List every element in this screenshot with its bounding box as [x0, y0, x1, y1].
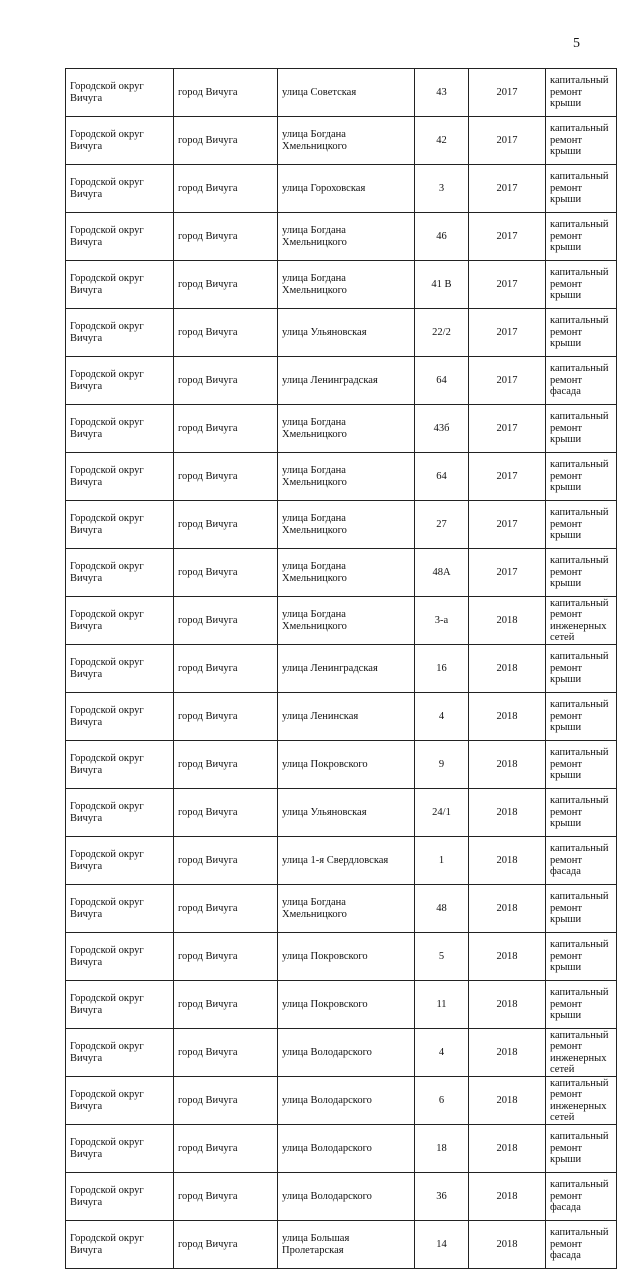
- city-cell: город Вичуга: [174, 1029, 278, 1077]
- house-number-cell: 36: [415, 1173, 469, 1221]
- city-cell: город Вичуга: [174, 741, 278, 789]
- work-type-cell: капитальный ремонт крыши: [546, 165, 617, 213]
- year-cell: 2017: [469, 501, 546, 549]
- street-cell: улица Ульяновская: [278, 789, 415, 837]
- table-row: [66, 1077, 617, 1125]
- work-type-cell: капитальный ремонт крыши: [546, 405, 617, 453]
- house-number-cell: 27: [415, 501, 469, 549]
- city-cell: город Вичуга: [174, 645, 278, 693]
- city-cell: город Вичуга: [174, 405, 278, 453]
- city-cell: город Вичуга: [174, 933, 278, 981]
- street-cell: улица Ленинская: [278, 693, 415, 741]
- street-cell: улица Ленинградская: [278, 357, 415, 405]
- street-cell: улица Богдана Хмельницкого: [278, 549, 415, 597]
- district-cell: Городской округ Вичуга: [66, 357, 174, 405]
- house-number-cell: 42: [415, 117, 469, 165]
- street-cell: улица Володарского: [278, 1029, 415, 1077]
- work-type-cell: капитальный ремонт крыши: [546, 549, 617, 597]
- house-number-cell: 41 В: [415, 261, 469, 309]
- work-type-cell: капитальный ремонт крыши: [546, 789, 617, 837]
- work-type-cell: капитальный ремонт крыши: [546, 213, 617, 261]
- street-cell: улица Гороховская: [278, 165, 415, 213]
- street-cell: улица Богдана Хмельницкого: [278, 453, 415, 501]
- street-cell: улица Покровского: [278, 741, 415, 789]
- district-cell: Городской округ Вичуга: [66, 645, 174, 693]
- work-type-cell: капитальный ремонт фасада: [546, 837, 617, 885]
- house-number-cell: 14: [415, 1221, 469, 1269]
- street-cell: улица Володарского: [278, 1173, 415, 1221]
- house-number-cell: 22/2: [415, 309, 469, 357]
- year-cell: 2017: [469, 117, 546, 165]
- year-cell: 2018: [469, 885, 546, 933]
- city-cell: город Вичуга: [174, 549, 278, 597]
- table-row: [66, 357, 617, 405]
- house-number-cell: 18: [415, 1125, 469, 1173]
- city-cell: город Вичуга: [174, 69, 278, 117]
- street-cell: улица 1-я Свердловская: [278, 837, 415, 885]
- street-cell: улица Богдана Хмельницкого: [278, 597, 415, 645]
- district-cell: Городской округ Вичуга: [66, 741, 174, 789]
- house-number-cell: 11: [415, 981, 469, 1029]
- table-row: [66, 789, 617, 837]
- year-cell: 2017: [469, 261, 546, 309]
- house-number-cell: 46: [415, 213, 469, 261]
- house-number-cell: 24/1: [415, 789, 469, 837]
- street-cell: улица Советская: [278, 69, 415, 117]
- house-number-cell: 1: [415, 837, 469, 885]
- work-type-cell: капитальный ремонт крыши: [546, 501, 617, 549]
- work-type-cell: капитальный ремонт инженерных сетей: [546, 597, 617, 645]
- year-cell: 2018: [469, 693, 546, 741]
- house-number-cell: 4: [415, 1029, 469, 1077]
- table-row: [66, 117, 617, 165]
- work-type-cell: капитальный ремонт крыши: [546, 309, 617, 357]
- district-cell: Городской округ Вичуга: [66, 405, 174, 453]
- year-cell: 2018: [469, 837, 546, 885]
- year-cell: 2018: [469, 1125, 546, 1173]
- year-cell: 2017: [469, 405, 546, 453]
- year-cell: 2018: [469, 741, 546, 789]
- year-cell: 2017: [469, 357, 546, 405]
- house-number-cell: 6: [415, 1077, 469, 1125]
- district-cell: Городской округ Вичуга: [66, 1221, 174, 1269]
- year-cell: 2018: [469, 597, 546, 645]
- district-cell: Городской округ Вичуга: [66, 501, 174, 549]
- house-number-cell: 5: [415, 933, 469, 981]
- house-number-cell: 43: [415, 69, 469, 117]
- district-cell: Городской округ Вичуга: [66, 117, 174, 165]
- table-row: [66, 1125, 617, 1173]
- street-cell: улица Покровского: [278, 981, 415, 1029]
- district-cell: Городской округ Вичуга: [66, 549, 174, 597]
- table-body: [66, 69, 617, 1269]
- house-number-cell: 3: [415, 165, 469, 213]
- work-type-cell: капитальный ремонт крыши: [546, 1125, 617, 1173]
- year-cell: 2018: [469, 1173, 546, 1221]
- city-cell: город Вичуга: [174, 453, 278, 501]
- city-cell: город Вичуга: [174, 213, 278, 261]
- district-cell: Городской округ Вичуга: [66, 309, 174, 357]
- house-number-cell: 64: [415, 357, 469, 405]
- table-row: [66, 501, 617, 549]
- district-cell: Городской округ Вичуга: [66, 213, 174, 261]
- work-type-cell: капитальный ремонт крыши: [546, 933, 617, 981]
- table-row: [66, 741, 617, 789]
- street-cell: улица Богдана Хмельницкого: [278, 405, 415, 453]
- city-cell: город Вичуга: [174, 789, 278, 837]
- year-cell: 2018: [469, 933, 546, 981]
- table-row: [66, 453, 617, 501]
- house-number-cell: 48: [415, 885, 469, 933]
- street-cell: улица Ленинградская: [278, 645, 415, 693]
- city-cell: город Вичуга: [174, 693, 278, 741]
- table-row: [66, 213, 617, 261]
- year-cell: 2018: [469, 645, 546, 693]
- house-number-cell: 64: [415, 453, 469, 501]
- city-cell: город Вичуга: [174, 1077, 278, 1125]
- table-row: [66, 693, 617, 741]
- street-cell: улица Богдана Хмельницкого: [278, 885, 415, 933]
- district-cell: Городской округ Вичуга: [66, 69, 174, 117]
- table-row: [66, 309, 617, 357]
- house-number-cell: 4: [415, 693, 469, 741]
- street-cell: улица Богдана Хмельницкого: [278, 501, 415, 549]
- work-type-cell: капитальный ремонт фасада: [546, 1221, 617, 1269]
- house-number-cell: 48А: [415, 549, 469, 597]
- page-number: 5: [573, 36, 580, 51]
- work-type-cell: капитальный ремонт крыши: [546, 741, 617, 789]
- district-cell: Городской округ Вичуга: [66, 1125, 174, 1173]
- city-cell: город Вичуга: [174, 357, 278, 405]
- work-type-cell: капитальный ремонт крыши: [546, 261, 617, 309]
- district-cell: Городской округ Вичуга: [66, 1077, 174, 1125]
- work-type-cell: капитальный ремонт крыши: [546, 693, 617, 741]
- year-cell: 2017: [469, 309, 546, 357]
- city-cell: город Вичуга: [174, 981, 278, 1029]
- table-row: [66, 933, 617, 981]
- work-type-cell: капитальный ремонт крыши: [546, 69, 617, 117]
- city-cell: город Вичуга: [174, 885, 278, 933]
- table-row: [66, 1221, 617, 1269]
- house-number-cell: 16: [415, 645, 469, 693]
- district-cell: Городской округ Вичуга: [66, 933, 174, 981]
- street-cell: улица Большая Пролетарская: [278, 1221, 415, 1269]
- table-row: [66, 405, 617, 453]
- year-cell: 2018: [469, 1029, 546, 1077]
- city-cell: город Вичуга: [174, 165, 278, 213]
- year-cell: 2017: [469, 69, 546, 117]
- work-type-cell: капитальный ремонт крыши: [546, 885, 617, 933]
- city-cell: город Вичуга: [174, 501, 278, 549]
- work-type-cell: капитальный ремонт инженерных сетей: [546, 1077, 617, 1125]
- district-cell: Городской округ Вичуга: [66, 453, 174, 501]
- city-cell: город Вичуга: [174, 261, 278, 309]
- table-row: [66, 261, 617, 309]
- work-type-cell: капитальный ремонт крыши: [546, 117, 617, 165]
- street-cell: улица Богдана Хмельницкого: [278, 213, 415, 261]
- year-cell: 2017: [469, 549, 546, 597]
- table-row: [66, 645, 617, 693]
- work-type-cell: капитальный ремонт инженерных сетей: [546, 1029, 617, 1077]
- city-cell: город Вичуга: [174, 117, 278, 165]
- year-cell: 2017: [469, 213, 546, 261]
- house-number-cell: 3-а: [415, 597, 469, 645]
- repair-schedule-table: [65, 68, 617, 1269]
- year-cell: 2018: [469, 981, 546, 1029]
- street-cell: улица Богдана Хмельницкого: [278, 261, 415, 309]
- street-cell: улица Богдана Хмельницкого: [278, 117, 415, 165]
- table-row: [66, 837, 617, 885]
- city-cell: город Вичуга: [174, 1125, 278, 1173]
- district-cell: Городской округ Вичуга: [66, 1029, 174, 1077]
- work-type-cell: капитальный ремонт фасада: [546, 1173, 617, 1221]
- street-cell: улица Ульяновская: [278, 309, 415, 357]
- district-cell: Городской округ Вичуга: [66, 165, 174, 213]
- district-cell: Городской округ Вичуга: [66, 1173, 174, 1221]
- district-cell: Городской округ Вичуга: [66, 693, 174, 741]
- table-row: [66, 165, 617, 213]
- year-cell: 2018: [469, 1221, 546, 1269]
- table-row: [66, 597, 617, 645]
- house-number-cell: 43б: [415, 405, 469, 453]
- work-type-cell: капитальный ремонт крыши: [546, 645, 617, 693]
- street-cell: улица Володарского: [278, 1125, 415, 1173]
- city-cell: город Вичуга: [174, 1221, 278, 1269]
- street-cell: улица Покровского: [278, 933, 415, 981]
- city-cell: город Вичуга: [174, 597, 278, 645]
- house-number-cell: 9: [415, 741, 469, 789]
- district-cell: Городской округ Вичуга: [66, 837, 174, 885]
- city-cell: город Вичуга: [174, 309, 278, 357]
- district-cell: Городской округ Вичуга: [66, 789, 174, 837]
- year-cell: 2018: [469, 789, 546, 837]
- table-row: [66, 549, 617, 597]
- table-row: [66, 885, 617, 933]
- district-cell: Городской округ Вичуга: [66, 885, 174, 933]
- work-type-cell: капитальный ремонт крыши: [546, 453, 617, 501]
- table-row: [66, 1029, 617, 1077]
- year-cell: 2017: [469, 453, 546, 501]
- work-type-cell: капитальный ремонт крыши: [546, 981, 617, 1029]
- table-row: [66, 69, 617, 117]
- year-cell: 2017: [469, 165, 546, 213]
- district-cell: Городской округ Вичуга: [66, 981, 174, 1029]
- table-row: [66, 981, 617, 1029]
- city-cell: город Вичуга: [174, 1173, 278, 1221]
- city-cell: город Вичуга: [174, 837, 278, 885]
- district-cell: Городской округ Вичуга: [66, 261, 174, 309]
- street-cell: улица Володарского: [278, 1077, 415, 1125]
- district-cell: Городской округ Вичуга: [66, 597, 174, 645]
- year-cell: 2018: [469, 1077, 546, 1125]
- work-type-cell: капитальный ремонт фасада: [546, 357, 617, 405]
- table-row: [66, 1173, 617, 1221]
